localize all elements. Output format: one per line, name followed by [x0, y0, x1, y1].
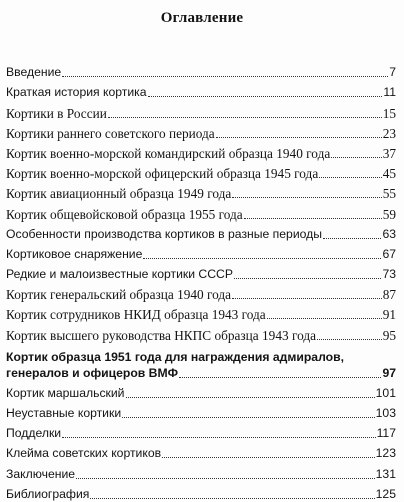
toc-leader-dots: [76, 478, 375, 479]
toc-entry-page: 15: [382, 105, 396, 121]
toc-entry-title: Кортики в России: [6, 105, 107, 121]
toc-entry-page: 73: [382, 267, 396, 282]
toc-entry-page: 91: [382, 307, 396, 323]
toc-entry: [6, 421, 396, 441]
toc-entry-title: Кортик высшего руководства НКПС образца 1943 года: [6, 327, 317, 343]
toc-leader-dots: [234, 278, 381, 279]
toc-entry-title: Кортик генеральский образца 1940 года: [6, 287, 232, 303]
toc-entry-line2: [6, 366, 396, 381]
toc-entry: [6, 461, 396, 481]
toc-entry-title: Кортик военно-морской офицерский образца 1945 года: [6, 166, 319, 182]
toc-leader-dots: [232, 298, 382, 299]
toc-entry-title: Введение: [6, 65, 62, 80]
toc-entry-page: 123: [375, 446, 396, 461]
toc-entry-page: 37: [382, 145, 396, 161]
toc-entry: [6, 401, 396, 421]
toc-entry-title: Краткая история кортика: [6, 85, 147, 100]
toc-leader-dots: [216, 137, 382, 138]
toc-entry-title: Кортиковое снаряжение: [6, 246, 143, 261]
toc-entry: [6, 121, 396, 141]
toc-entry: [6, 441, 396, 461]
toc-entry-page: 45: [382, 166, 396, 182]
toc-entry: [6, 302, 396, 322]
toc-leader-dots: [179, 377, 381, 378]
toc-entry-title: Неуставные кортики: [6, 406, 122, 420]
toc-entry-page: 103: [375, 406, 396, 420]
toc-entry-page: 117: [376, 426, 396, 441]
toc-entry-title: Подделки: [6, 426, 62, 441]
toc-leader-dots: [317, 339, 382, 340]
toc-entry-page: 7: [389, 65, 396, 80]
toc-entry-page: 11: [383, 85, 396, 100]
toc-entry: [6, 60, 396, 80]
toc-title: Оглавление: [160, 10, 244, 26]
toc-entry-page: 95: [382, 327, 396, 343]
toc-leader-dots: [126, 397, 375, 398]
toc-entry: [6, 161, 396, 181]
toc-entry-title: Кортик сотрудников НКИД образца 1943 года: [6, 307, 266, 323]
toc-entry: [6, 322, 396, 342]
toc-entry: [6, 141, 396, 161]
toc-entry: [6, 100, 396, 120]
toc-entry-page: 87: [382, 287, 396, 303]
toc-entry-page: 63: [382, 226, 396, 241]
toc-leader-dots: [319, 177, 381, 178]
toc-entry-page: 59: [382, 206, 396, 222]
toc-entry: [6, 343, 396, 381]
toc-entry: [6, 282, 396, 302]
toc-leader-dots: [148, 96, 383, 97]
toc-entry-title: Кортик военно-морской командирский образца 1940 года: [6, 145, 331, 161]
toc-entry-page: 131: [375, 466, 396, 481]
toc-leader-dots: [122, 417, 375, 418]
toc-list: [6, 60, 396, 502]
toc-leader-dots: [62, 437, 375, 438]
toc-entry-title: Особенности производства кортиков в разные периоды: [6, 226, 323, 241]
toc-leader-dots: [62, 76, 388, 77]
toc-leader-dots: [323, 238, 381, 239]
toc-entry-title: Клейма советских кортиков: [6, 446, 162, 461]
toc-entry-title: Библиография: [6, 486, 90, 501]
toc-entry-page: 125: [375, 486, 396, 501]
toc-leader-dots: [143, 258, 381, 259]
toc-leader-dots: [90, 498, 374, 499]
toc-entry-page: 23: [382, 125, 396, 141]
toc-entry-title: Кортик общевойсковой образца 1955 года: [6, 206, 243, 222]
toc-leader-dots: [108, 117, 382, 118]
toc-leader-dots: [244, 218, 382, 219]
toc-entry-title: Кортик маршальский: [6, 385, 125, 400]
toc-entry: [6, 482, 396, 502]
toc-entry-page: 67: [382, 246, 396, 261]
toc-entry-title-line2: генералов и офицеров ВМФ: [6, 365, 178, 380]
toc-entry-title: Заключение: [6, 466, 76, 481]
toc-entry-page: 55: [382, 186, 396, 202]
toc-leader-dots: [232, 197, 381, 198]
toc-leader-dots: [331, 157, 381, 158]
toc-entry: [6, 222, 396, 242]
toc-entry: [6, 80, 396, 100]
toc-entry-title-line1: Кортик образца 1951 года для награждения адмиралов,: [6, 349, 344, 364]
toc-entry-title: Кортики раннего советского периода: [6, 125, 215, 141]
toc-entry: [6, 262, 396, 282]
toc-entry: [6, 201, 396, 221]
toc-entry-title: Кортик авиационный образца 1949 года: [6, 186, 232, 202]
toc-entry-page: 97: [382, 365, 396, 380]
toc-leader-dots: [267, 318, 382, 319]
toc-entry-page: 101: [375, 385, 396, 400]
toc-leader-dots: [162, 457, 375, 458]
toc-entry: [6, 181, 396, 201]
toc-entry: [6, 242, 396, 262]
toc-entry: [6, 381, 396, 401]
toc-entry-title: Редкие и малоизвестные кортики СССР: [6, 267, 233, 282]
